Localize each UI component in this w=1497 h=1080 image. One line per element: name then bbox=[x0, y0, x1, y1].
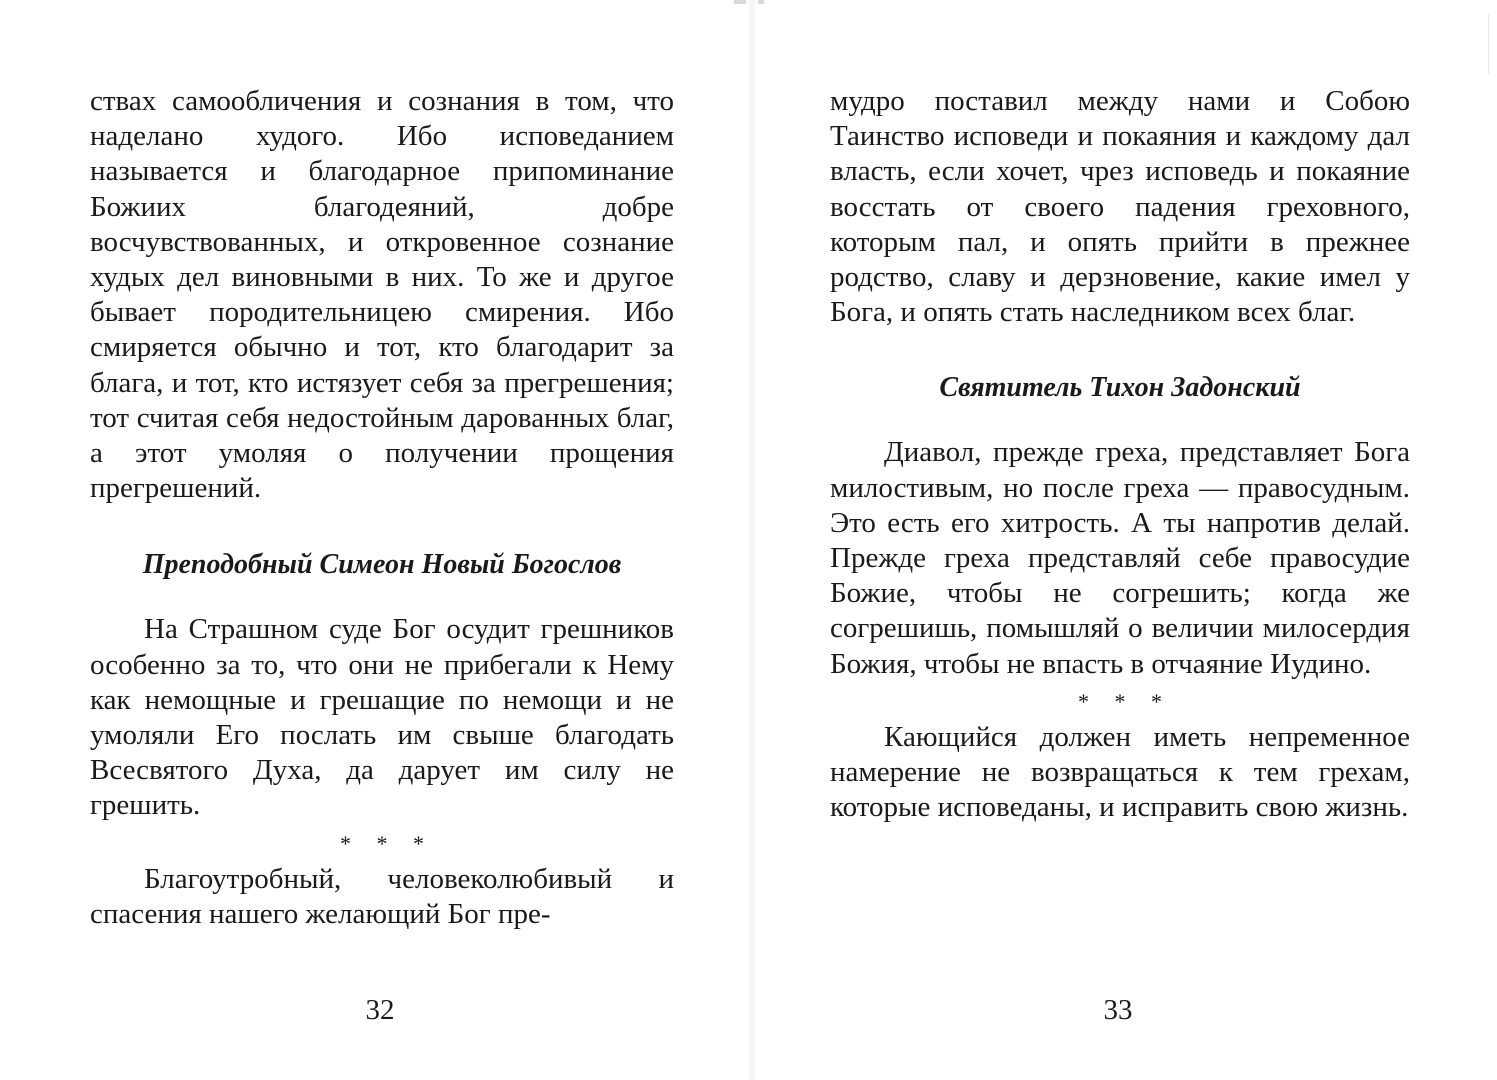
left-paragraph-2: На Страшном суде Бог осудит грешников особенно за то, что они не прибегали к Нему как немощные и грешащие по немощи и не умоляли Его послать им свыше благодать Всесвятого Духа, да дарует им силу не грешить. bbox=[90, 613, 674, 822]
right-paragraph-1: мудро поставил между нами и Собою Таинство исповеди и покаяния и каждому дал власть, если хочет, чрез исповедь и покаяние восстать от своего падения греховного, которым пал, и опять прийти в прежнее родство, славу и дерзновение, какие имел у Бога, и опять стать наследником всех благ. bbox=[830, 85, 1410, 329]
left-paragraph-1: ствах самообличения и сознания в том, что наделано худого. Ибо исповеданием называется и благодарное припоминание Божиих благодеяний, добре восчувствованных, и откровенное сознание худых дел виновными в них. То же и другое бывает породительницею смирения. Ибо смиряется обычно и тот, кто благодарит за блага, и тот, кто истязует себя за прегрешения; тот считая себя недостойным дарованных благ, а этот умоляя о получении прощения прегрешений. bbox=[90, 85, 674, 505]
left-separator: * * * bbox=[340, 830, 434, 856]
left-paragraph-3: Благоутробный, человеколюбивый и спасения нашего желающий Бог пре- bbox=[90, 862, 674, 930]
right-paragraph-3: Кающийся должен иметь непременное намерение не возвращаться к тем грехам, которые исповеданы, и исправить свою жизнь. bbox=[830, 720, 1410, 824]
right-page bbox=[830, 84, 1410, 825]
right-page-number: 33 bbox=[1103, 994, 1133, 1026]
page-edge-mark bbox=[1488, 14, 1497, 74]
right-section-heading: Святитель Тихон Задонский bbox=[939, 372, 1301, 404]
right-separator: * * * bbox=[1078, 688, 1172, 714]
left-page-number: 32 bbox=[365, 994, 395, 1026]
left-page bbox=[90, 84, 674, 932]
left-section-heading: Преподобный Симеон Новый Богослов bbox=[142, 549, 622, 581]
right-paragraph-2: Диавол, прежде греха, представляет Бога милостивым, но после греха — правосудным. Это есть его хитрость. А ты напротив делай. Прежде греха представляй себе правосудие Божие, чтобы не согрешить; когда же согрешишь, помышляй о величии милосердия Божия, чтобы не впасть в отчаяние Иудино. bbox=[830, 436, 1410, 680]
book-gutter bbox=[746, 0, 758, 1080]
